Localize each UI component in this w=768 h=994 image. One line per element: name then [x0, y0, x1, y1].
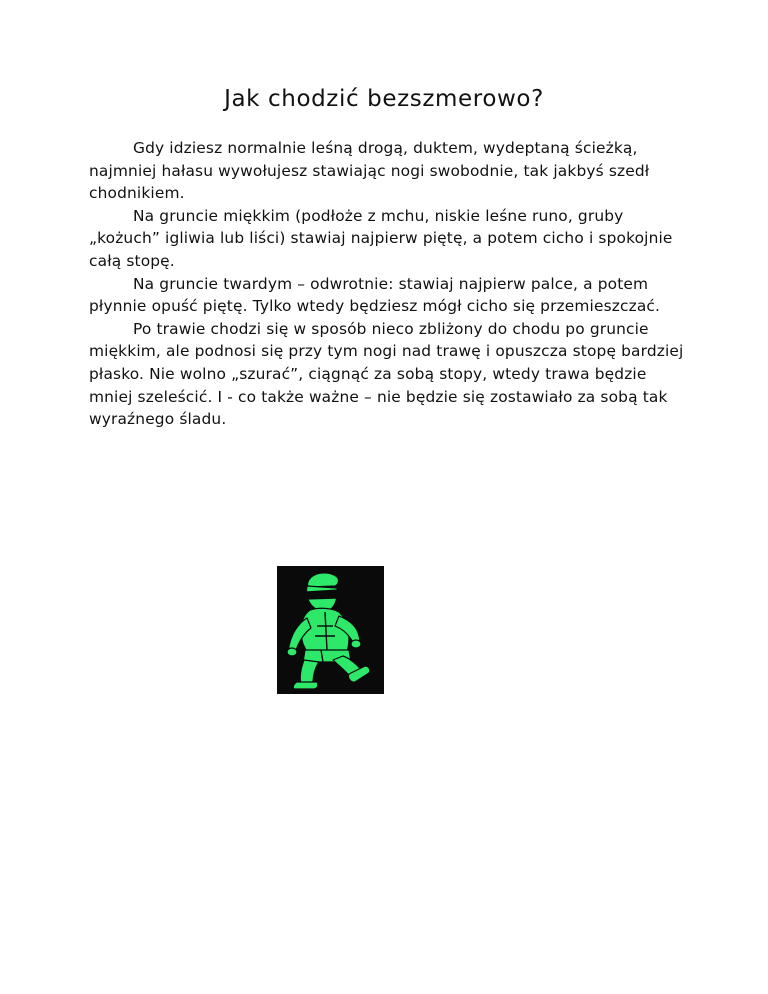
paragraph: Gdy idziesz normalnie leśną drogą, duktem, wydeptaną ścieżką, najmniej hałasu wywołujesz stawiając nogi swobodnie, tak jakbyś szedł chodnikiem.	[89, 139, 650, 203]
paragraph: Na gruncie twardym – odwrotnie: stawiaj najpierw palce, a potem płynnie opuść piętę. Tylko wtedy będziesz mógł cicho się przemieszczać.	[89, 274, 661, 316]
page-title: Jak chodzić bezszmerowo?	[224, 86, 544, 112]
sneaking-figure-icon	[277, 566, 384, 694]
paragraph: Na gruncie miękkim (podłoże z mchu, niskie leśne runo, gruby „kożuch” igliwia lub liści) stawiaj najpierw piętę, a potem cicho i spokojnie całą stopę.	[89, 206, 673, 270]
paragraph: Po trawie chodzi się w sposób nieco zbliżony do chodu po gruncie miękkim, ale podnosi się przy tym nogi nad trawę i opuszcza stopę bardziej płasko. Nie wolno „szurać”, ciągnąć za sobą stopy, wtedy trawa będzie mniej szeleścić. I - co także ważne – nie będzie się zostawiało za sobą tak wyraźnego śladu.	[89, 319, 684, 429]
body-text	[89, 137, 689, 431]
